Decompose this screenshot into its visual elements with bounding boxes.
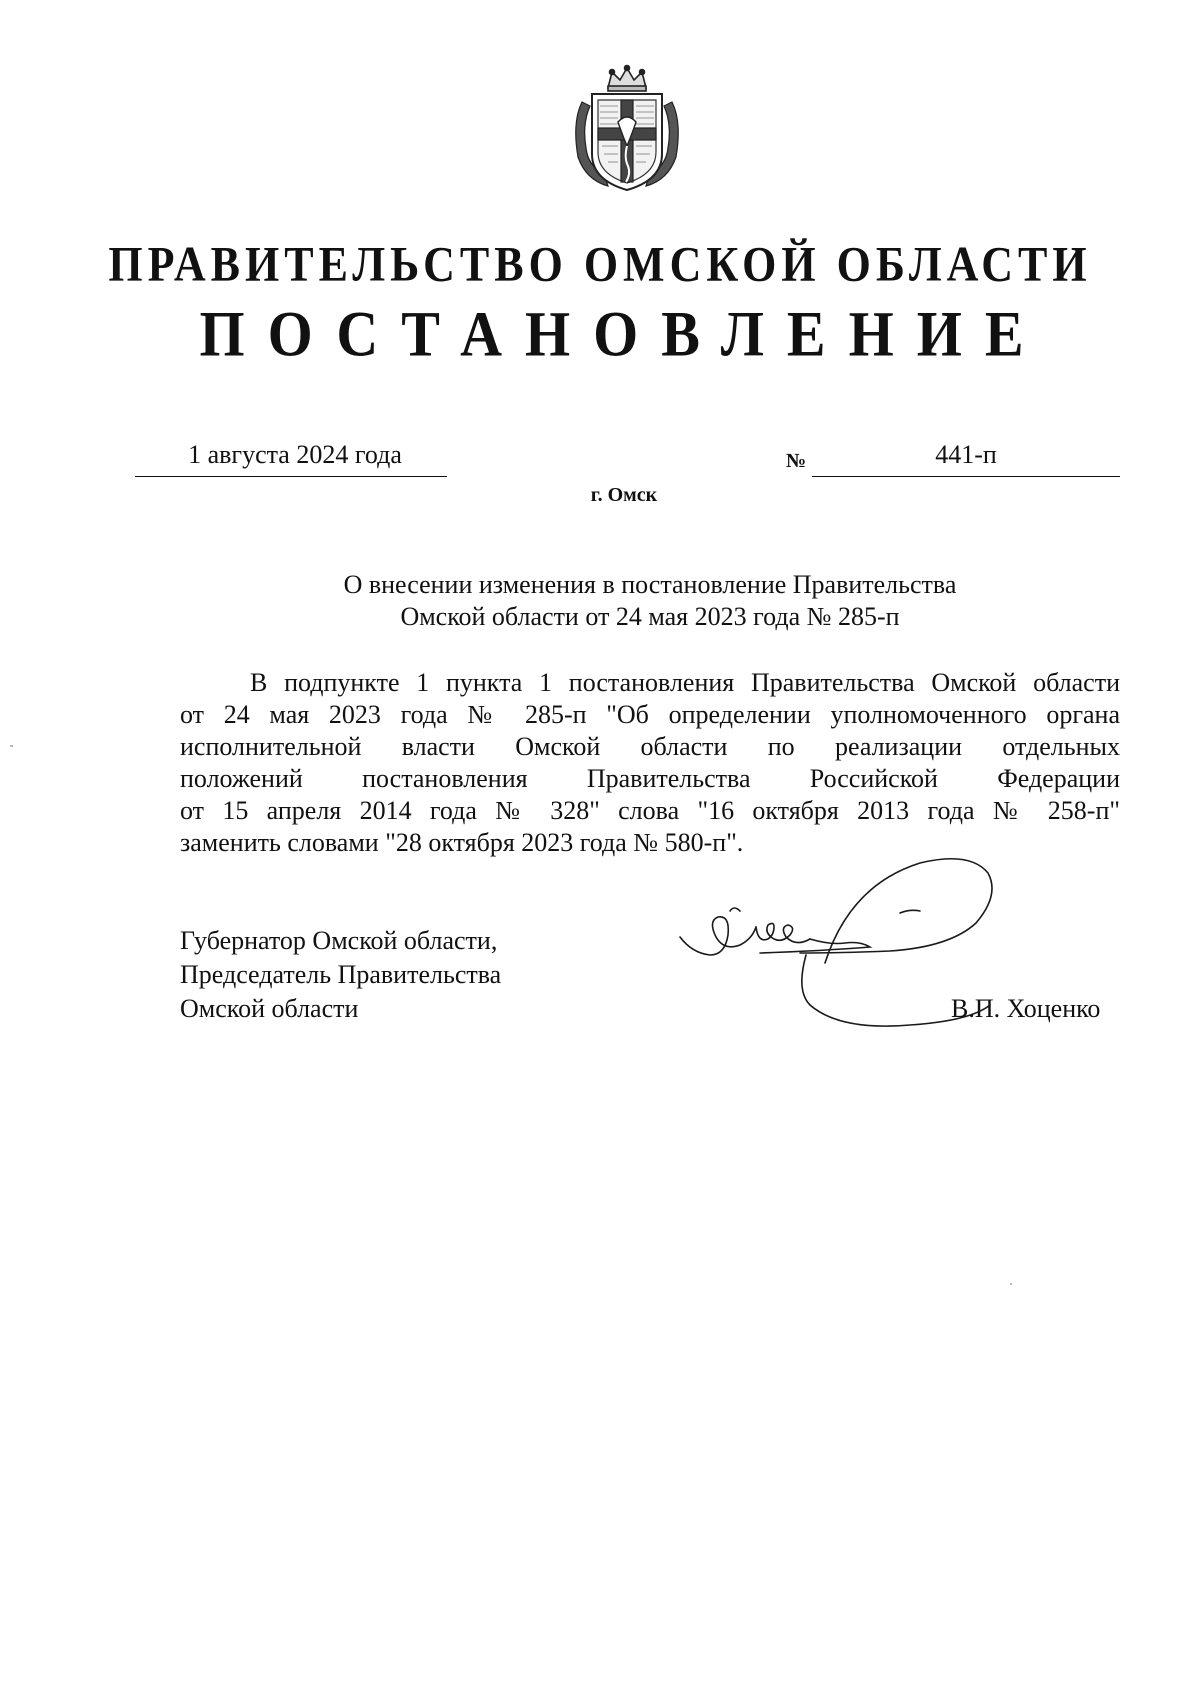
signer-position-line: Омской области: [180, 994, 359, 1023]
handwritten-signature: [670, 855, 1070, 1055]
document-date: 1 августа 2024 года: [188, 440, 402, 469]
body-line: В подпункте 1 пункта 1 постановления Правительства Омской области: [250, 668, 1120, 697]
signer-position-line: Председатель Правительства: [180, 960, 502, 989]
number-field: [812, 432, 1120, 477]
date-field: [135, 432, 447, 477]
scan-artifact: [1010, 1283, 1012, 1285]
subject-line: О внесении изменения в постановление Правительства: [343, 570, 957, 599]
signer-position-line: Губернатор Омской области,: [180, 926, 498, 955]
scan-artifact: [10, 745, 13, 747]
document-body: [180, 667, 1120, 859]
subject-line: Омской области от 24 мая 2023 года № 285-п: [400, 602, 900, 631]
organization-title: ПРАВИТЕЛЬСТВО ОМСКОЙ ОБЛАСТИ: [108, 237, 1092, 292]
document-type-title: ПОСТАНОВЛЕНИЕ: [199, 297, 1047, 370]
body-line: исполнительной власти Омской области по реализации отдельных: [180, 732, 1120, 761]
document-number: 441-п: [935, 440, 997, 469]
coat-of-arms-emblem: [568, 62, 686, 198]
number-label: №: [786, 450, 807, 472]
body-line: от 24 мая 2023 года № 285-п "Об определении уполномоченного органа: [180, 700, 1120, 729]
city-label: г. Омск: [590, 484, 658, 506]
signer-name: В.П. Хоценко: [951, 994, 1101, 1023]
document-subject: [180, 569, 1120, 633]
body-line: положений постановления Правительства Российской Федерации: [180, 764, 1120, 793]
signer-position: [180, 924, 501, 1026]
body-line: от 15 апреля 2014 года № 328" слова "16 октября 2013 года № 258-п": [180, 796, 1120, 825]
body-line: заменить словами "28 октября 2023 года № 580-п".: [180, 828, 744, 857]
